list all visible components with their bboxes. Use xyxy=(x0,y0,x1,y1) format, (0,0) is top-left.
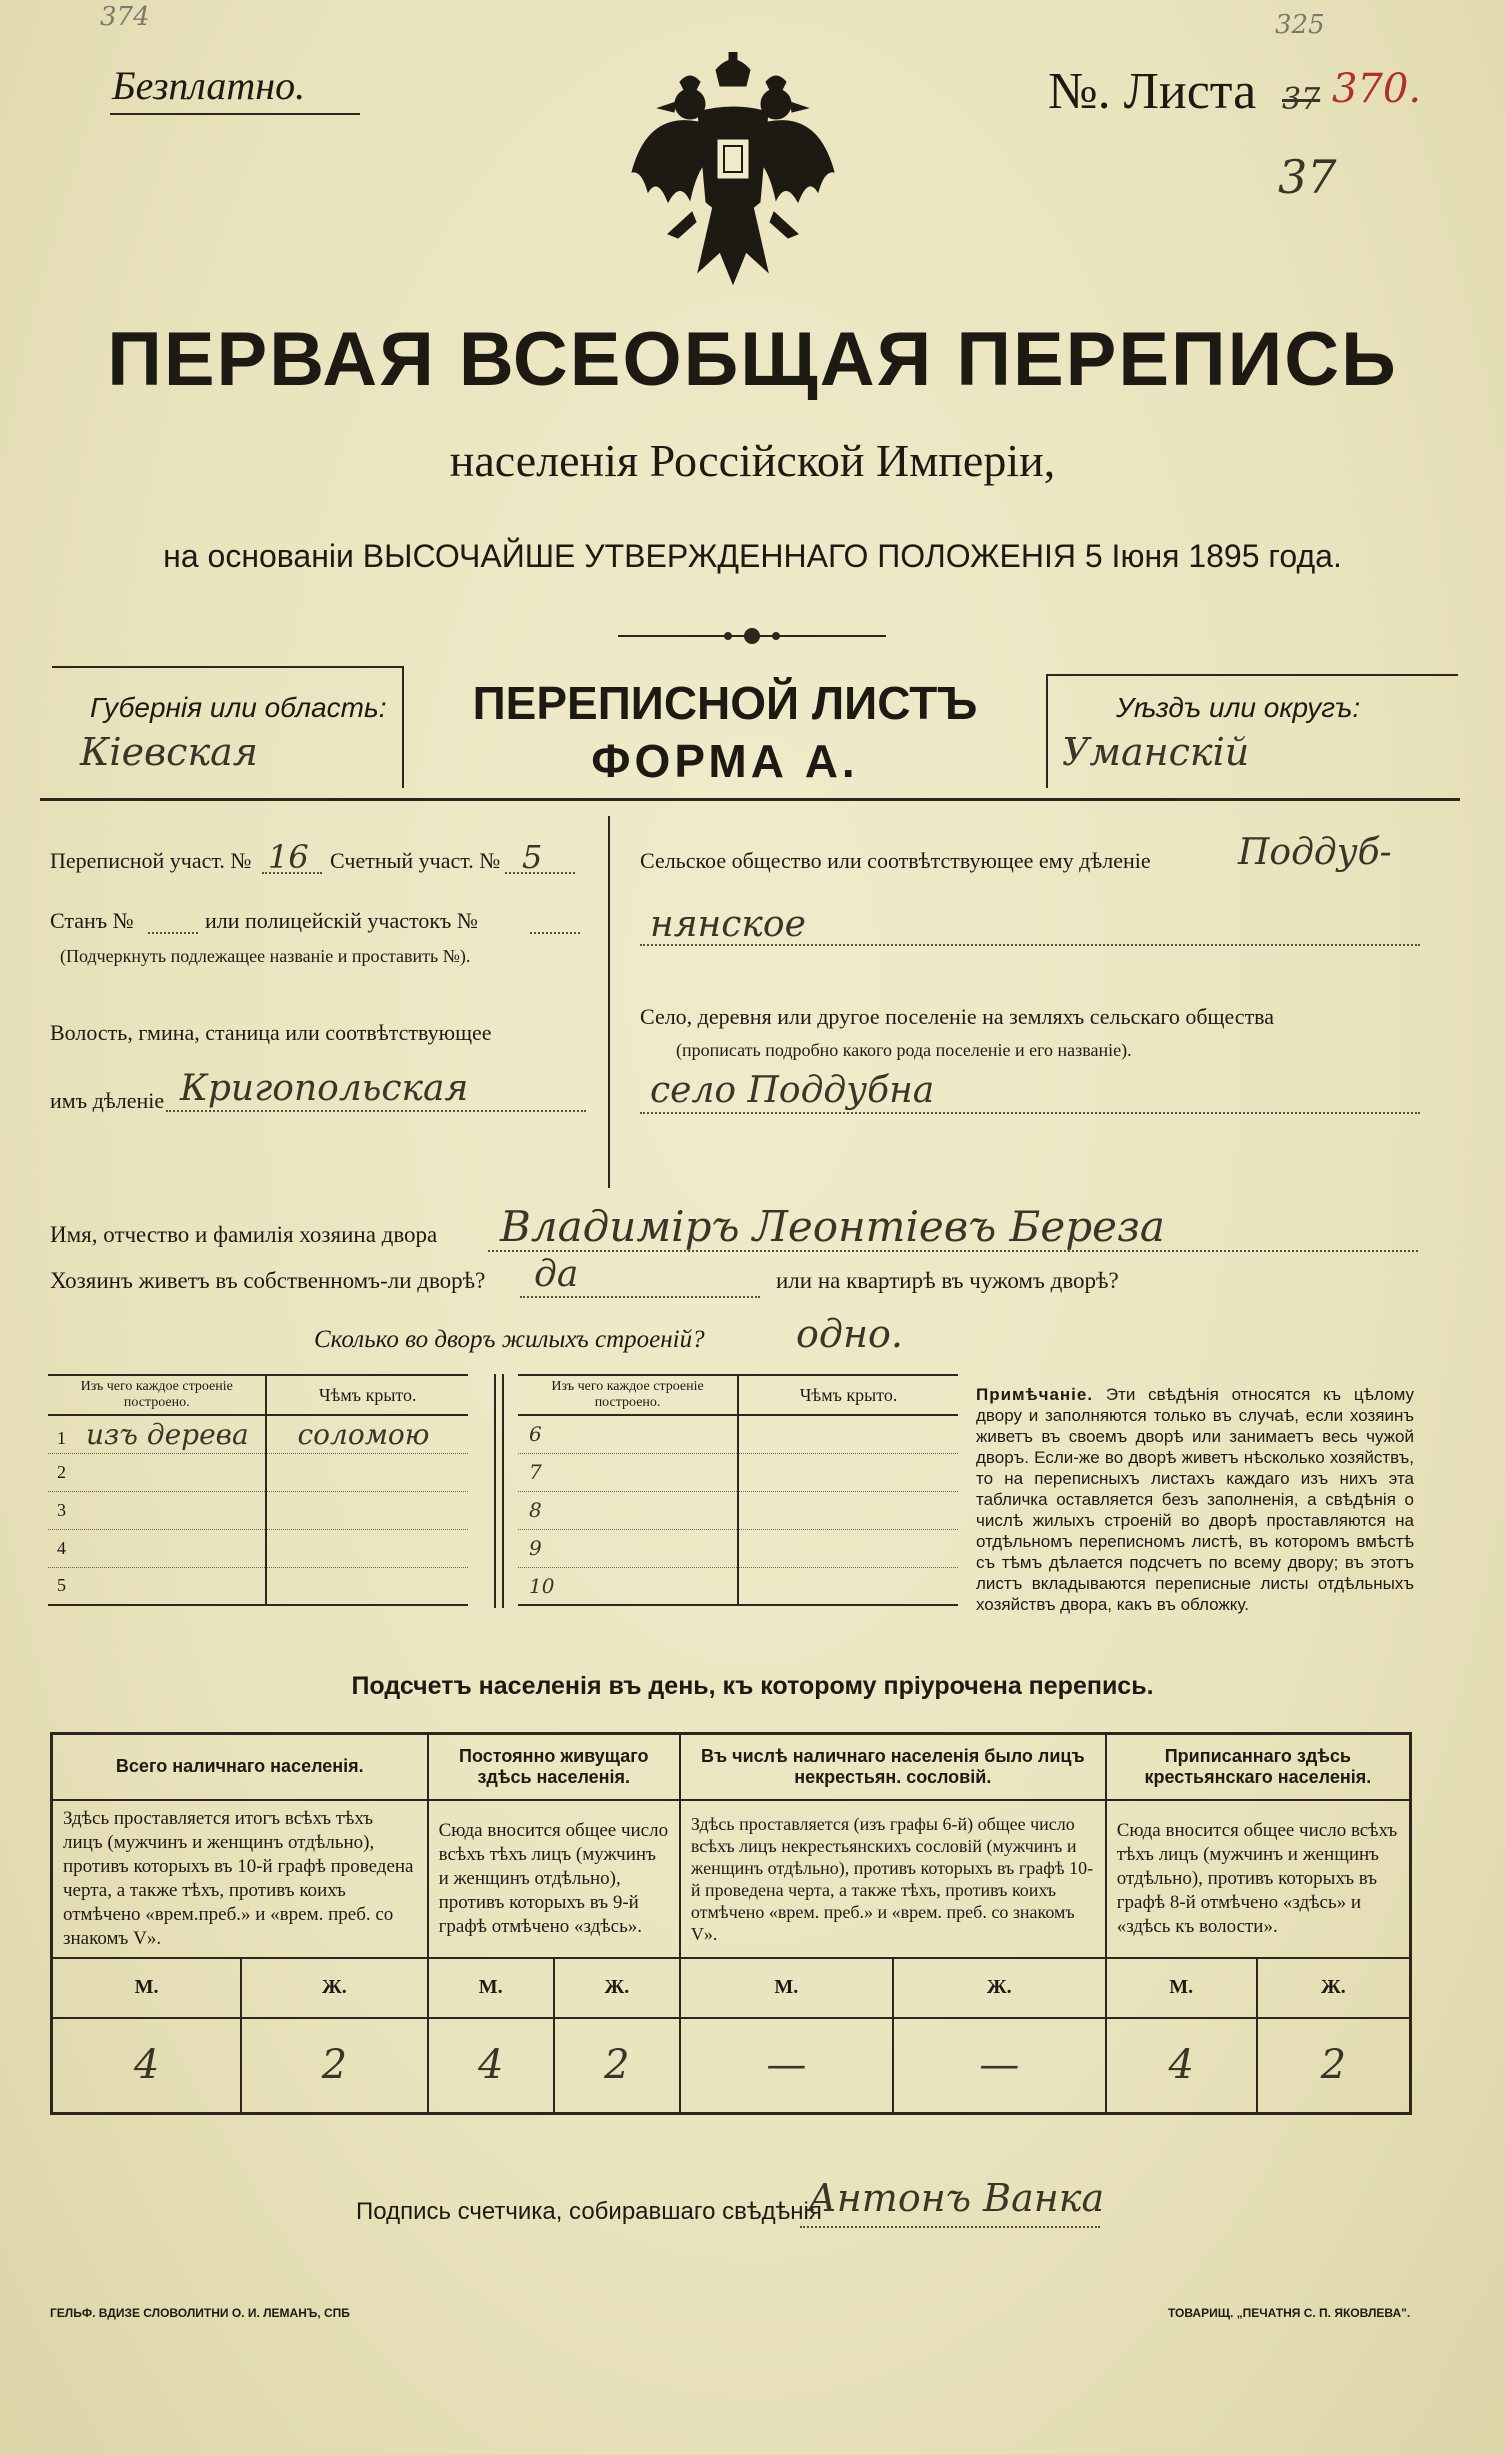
footer-left: ГЕЛЬФ. ВДИЗЕ СЛОВОЛИТНИ О. И. ЛЕМАНЪ, СПБ xyxy=(50,2306,350,2320)
peasant-zh-value: 2 xyxy=(1257,2018,1411,2114)
pop-col-header-total: Всего наличнаго населенія. xyxy=(52,1734,428,1800)
table-row: 4 xyxy=(48,1529,468,1567)
province-value: Кіевская xyxy=(80,730,258,774)
society-value-line1: Поддуб- xyxy=(1238,832,1392,873)
archive-number-left: 374 xyxy=(100,2,150,32)
col-roof-header-right: Чѣмъ крыто. xyxy=(738,1375,958,1415)
subtitle: населенія Россійской Имперіи, xyxy=(449,435,1056,486)
pop-col-desc-total: Здѣсь проставляется итогъ всѣхъ тѣхъ лицъ (мужчинъ и женщинъ отдѣльно), противъ которыхъ въ 10-й графѣ проведена черта, а также тѣхъ, противъ коихъ отмѣчено «врем.преб.» и «врем. преб. со знакомъ V». xyxy=(52,1800,428,1958)
pop-col-desc-peasant: Сюда вносится общее число всѣхъ тѣхъ лицъ (мужчинъ и женщинъ отдѣльно), противъ которыхъ въ графѣ 8-й отмѣчено «здѣсь» и «здѣсь къ волости». xyxy=(1106,1800,1411,1958)
col-made-header-right: Изъ чего каждое строеніе построено. xyxy=(518,1375,738,1415)
table-row: 2 xyxy=(48,1453,468,1491)
table-row: 6 xyxy=(518,1415,958,1453)
lives-value: да xyxy=(534,1254,579,1295)
lives-dotline xyxy=(520,1296,760,1298)
table-row: 1 изъ дерева соломою xyxy=(48,1415,468,1453)
police-label: или полицейскій участокъ № xyxy=(205,908,478,933)
m-label: М. xyxy=(428,1958,554,2018)
count-section-dotline xyxy=(505,872,575,874)
society-label: Сельское общество или соотвѣтствующее ему дѣленіе xyxy=(640,848,1151,873)
police-dotline xyxy=(530,932,580,934)
population-table xyxy=(50,1732,1412,2115)
society-dotline xyxy=(640,944,1420,946)
volost-label-line2: имъ дѣленіе xyxy=(50,1088,165,1113)
table-row: 5 xyxy=(48,1567,468,1605)
zh-label: Ж. xyxy=(893,1958,1106,2018)
footer-right: ТОВАРИЩ. „ПЕЧАТНЯ С. П. ЯКОВЛЕВА". xyxy=(1168,2306,1411,2320)
buildings-table-left xyxy=(48,1374,468,1606)
table-row: 7 xyxy=(518,1453,958,1491)
volost-dotline xyxy=(166,1110,586,1112)
population-title: Подсчетъ населенія въ день, къ которому пріурочена перепись. xyxy=(351,1672,1154,1700)
village-dotline xyxy=(640,1112,1420,1114)
count-section-value: 5 xyxy=(522,838,543,876)
pop-col-desc-permanent: Сюда вносится общее число всѣхъ тѣхъ лицъ (мужчинъ и женщинъ отдѣльно), противъ которыхъ въ 9-й графѣ отмѣчено «здѣсь». xyxy=(428,1800,680,1958)
society-value-line2: нянское xyxy=(650,904,806,945)
tables-separator-2 xyxy=(502,1374,504,1608)
signature-value: Антонъ Ванка xyxy=(808,2176,1105,2220)
village-note: (прописать подробно какого рода поселеніе и его названіе). xyxy=(676,1040,1132,1060)
form-title: ПЕРЕПИСНОЙ ЛИСТЪ xyxy=(472,677,978,729)
section-divider xyxy=(608,816,610,1188)
divider-ornament xyxy=(618,624,886,648)
census-section-value: 16 xyxy=(268,838,309,876)
district-label: Уѣздъ или округъ: xyxy=(1116,692,1361,723)
district-value: Уманскій xyxy=(1062,730,1250,774)
pop-col-header-permanent: Постоянно живущаго здѣсь населенія. xyxy=(428,1734,680,1800)
permanent-m-value: 4 xyxy=(428,2018,554,2114)
sheet-number-below: 37 xyxy=(1278,150,1337,204)
owner-name-label: Имя, отчество и фамилія хозяина двора xyxy=(50,1222,438,1247)
buildings-value: одно. xyxy=(796,1312,903,1356)
buildings-table-right xyxy=(518,1374,958,1606)
village-label: Село, деревня или другое поселеніе на земляхъ сельскаго общества xyxy=(640,1004,1275,1029)
basis-line: на основаніи ВЫСОЧАЙШЕ УТВЕРЖДЕННАГО ПОЛОЖЕНІЯ 5 Іюня 1895 года. xyxy=(163,538,1342,574)
pop-col-header-nonpeasant: Въ числѣ наличнаго населенія было лицъ некрестьян. сословій. xyxy=(680,1734,1106,1800)
rent-label: или на квартирѣ въ чужомъ дворѣ? xyxy=(776,1268,1119,1293)
archive-number-right: 325 xyxy=(1275,10,1325,40)
zh-label: Ж. xyxy=(1257,1958,1411,2018)
double-headed-eagle-emblem xyxy=(628,52,838,292)
nonpeasant-m-value: — xyxy=(680,2018,893,2114)
signature-label: Подпись счетчика, собиравшаго свѣдѣнія xyxy=(356,2198,822,2225)
table-row: 9 xyxy=(518,1529,958,1567)
col-roof-header: Чѣмъ крыто. xyxy=(266,1375,468,1415)
total-zh-value: 2 xyxy=(241,2018,427,2114)
underline-note: (Подчеркнуть подлежащее названіе и проставить №). xyxy=(60,946,471,966)
note-text: Эти свѣдѣнія относятся къ цѣлому двору и заполняются только въ случаѣ, если хозяинъ живетъ въ своемъ дворѣ или занимаетъ весь чужой дворъ. Если-же во дворѣ живетъ нѣсколько хозяйствъ, то на переписныхъ листахъ каждаго изъ нихъ эта табличка оставляется безъ заполненія, а свѣдѣнія о числѣ жилыхъ строеній во дворѣ проставляются на отдѣльномъ переписномъ листѣ, въ которомъ вмѣстѣ съ тѣмъ дѣлается подсчетъ по всему двору; въ этотъ листъ вкладываются переписные листы отдѣльныхъ хозяйствъ двора, какъ въ обложку. xyxy=(976,1385,1414,1614)
volost-value: Кригопольская xyxy=(180,1068,469,1109)
pop-col-header-peasant: Приписаннаго здѣсь крестьянскаго населенія. xyxy=(1106,1734,1411,1800)
pop-col-desc-nonpeasant: Здѣсь проставляется (изъ графы 6-й) общее число всѣхъ лицъ некрестьянскихъ сословій (мужчинъ и женщинъ отдѣльно), противъ которыхъ въ графѣ 10-й проведена черта, а также тѣхъ, противъ коихъ отмѣчено «врем. преб.» и «врем. преб. со знакомъ V». xyxy=(680,1800,1106,1958)
m-label: М. xyxy=(1106,1958,1257,2018)
table-row: 8 xyxy=(518,1491,958,1529)
free-label-underline xyxy=(110,113,360,115)
m-label: М. xyxy=(52,1958,242,2018)
province-label: Губернія или область: xyxy=(90,692,387,723)
nonpeasant-zh-value: — xyxy=(893,2018,1106,2114)
col-made-header: Изъ чего каждое строеніе построено. xyxy=(48,1375,266,1415)
count-section-label: Счетный участ. № xyxy=(330,848,501,873)
table-row: 3 xyxy=(48,1491,468,1529)
permanent-zh-value: 2 xyxy=(554,2018,680,2114)
main-title: ПЕРВАЯ ВСЕОБЩАЯ ПЕРЕПИСЬ xyxy=(107,317,1398,402)
total-m-value: 4 xyxy=(52,2018,242,2114)
lives-label: Хозяинъ живетъ въ собственномъ-ли дворѣ? xyxy=(50,1268,486,1293)
census-section-label: Переписной участ. № xyxy=(50,848,252,873)
tables-separator-1 xyxy=(494,1374,496,1608)
census-section-dotline xyxy=(262,872,322,874)
stan-label: Станъ № xyxy=(50,908,134,933)
table-row: 10 xyxy=(518,1567,958,1605)
form-header-bottom-rule xyxy=(40,798,1460,801)
m-label: М. xyxy=(680,1958,893,2018)
sheet-number-label: №. Листа xyxy=(1048,63,1257,120)
village-value: село Поддубна xyxy=(650,1070,935,1111)
sheet-number-old: 37 xyxy=(1282,82,1321,117)
note-lead: Примѣчаніе. xyxy=(976,1385,1094,1404)
signature-dotline xyxy=(800,2226,1100,2228)
zh-label: Ж. xyxy=(554,1958,680,2018)
owner-name-dotline xyxy=(488,1250,1418,1252)
peasant-m-value: 4 xyxy=(1106,2018,1257,2114)
volost-label-line1: Волость, гмина, станица или соотвѣтствующее xyxy=(50,1020,492,1045)
free-label: Безплатно. xyxy=(112,63,306,108)
note-block xyxy=(976,1384,1414,1615)
owner-name-value: Владиміръ Леонтіевъ Береза xyxy=(500,1202,1165,1251)
zh-label: Ж. xyxy=(241,1958,427,2018)
form-name: ФОРМА А. xyxy=(591,735,859,787)
buildings-label: Сколько во дворъ жилыхъ строеній? xyxy=(314,1326,705,1353)
sheet-number-red: 370. xyxy=(1332,66,1422,112)
stan-dotline xyxy=(148,932,198,934)
